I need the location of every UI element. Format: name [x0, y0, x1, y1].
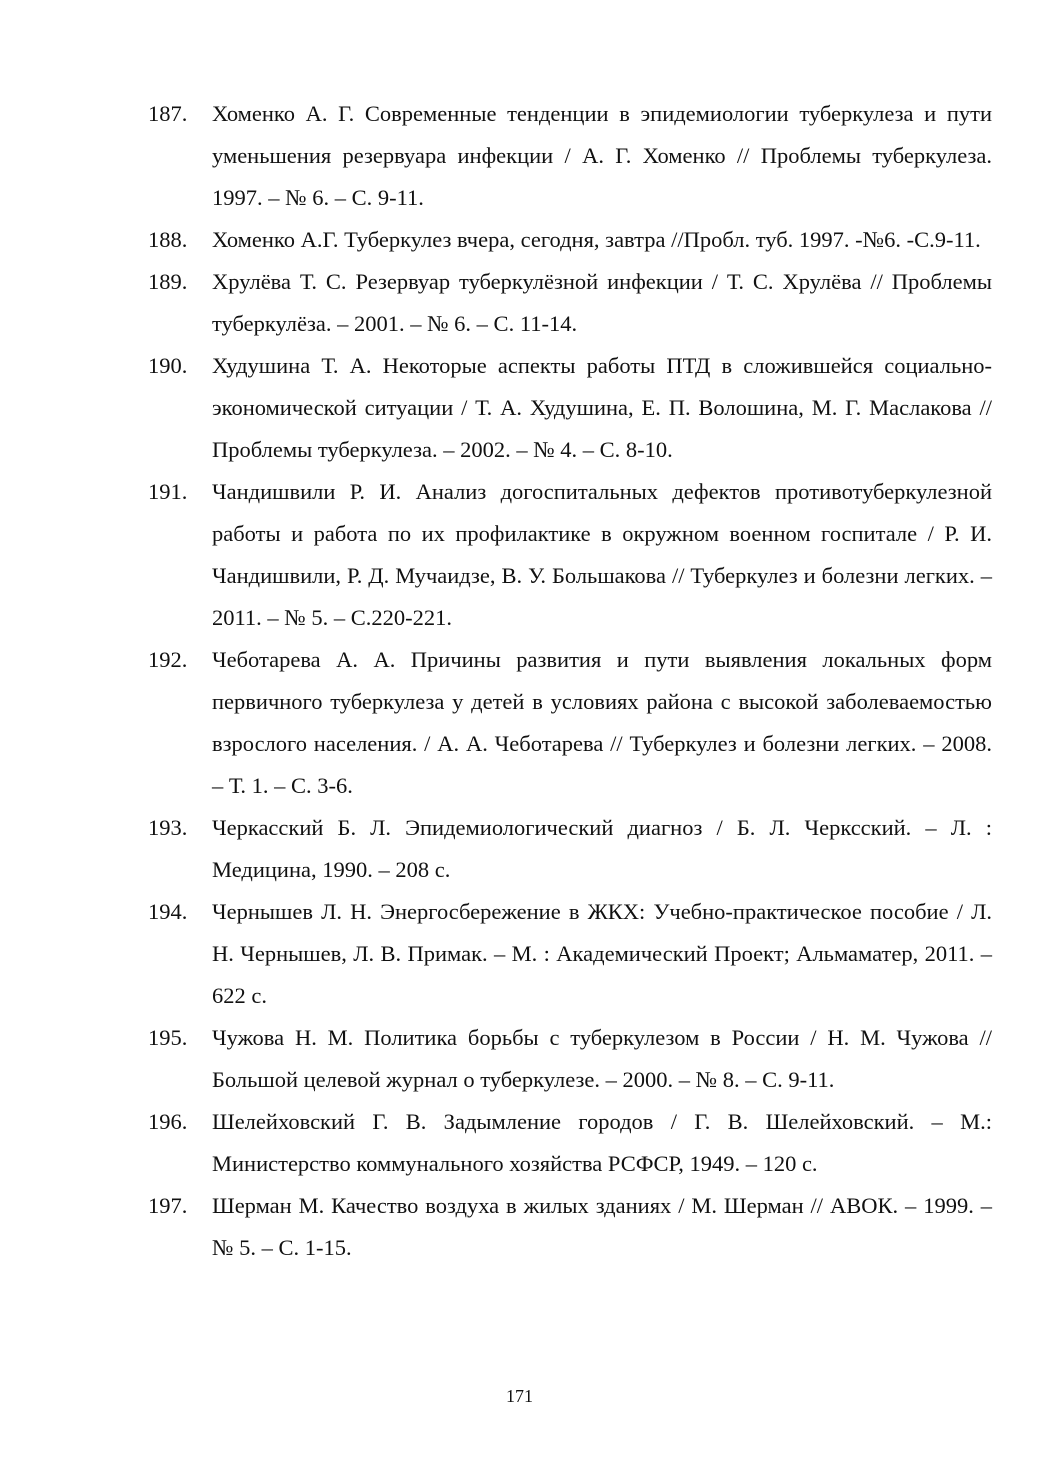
reference-text: Чужова Н. М. Политика борьбы с туберкулезом в России / Н. М. Чужова // Большой целевой журнал о туберкулезе. – 2000. – № 8. – С. 9-11.: [212, 1025, 992, 1092]
reference-number: 192.: [148, 647, 188, 672]
reference-item: [148, 639, 992, 807]
reference-number: 187.: [148, 101, 188, 126]
reference-number: 191.: [148, 479, 188, 504]
reference-text: Чеботарева А. А. Причины развития и пути выявления локальных форм первичного туберкулеза у детей в условиях района с высокой заболеваемостью взрослого населения. / А. А. Чеботарева // Туберкулез и болезни легких. – 2008. – Т. 1. – С. 3-6.: [212, 647, 992, 798]
reference-number: 189.: [148, 269, 188, 294]
reference-item: [148, 1101, 992, 1185]
reference-item: [148, 219, 992, 261]
page-number: 171: [506, 1386, 533, 1406]
reference-text: Черкасский Б. Л. Эпидемиологический диагноз / Б. Л. Черксский. – Л. : Медицина, 1990. – 208 с.: [212, 815, 992, 882]
reference-number: 196.: [148, 1109, 188, 1134]
reference-item: [148, 1185, 992, 1269]
reference-number: 193.: [148, 815, 188, 840]
reference-item: [148, 891, 992, 1017]
reference-item: [148, 807, 992, 891]
reference-number: 195.: [148, 1025, 188, 1050]
reference-item: [148, 345, 992, 471]
reference-text: Хрулёва Т. С. Резервуар туберкулёзной инфекции / Т. С. Хрулёва // Проблемы туберкулёза. – 2001. – № 6. – С. 11-14.: [212, 269, 992, 336]
reference-text: Чернышев Л. Н. Энергосбережение в ЖКХ: Учебно-практическое пособие / Л. Н. Чернышев, Л. В. Примак. – М. : Академический Проект; Альмаматер, 2011. – 622 с.: [212, 899, 992, 1008]
reference-number: 190.: [148, 353, 188, 378]
reference-text: Шелейховский Г. В. Задымление городов / Г. В. Шелейховский. – М.: Министерство коммунального хозяйства РСФСР, 1949. – 120 с.: [212, 1109, 992, 1176]
reference-number: 194.: [148, 899, 188, 924]
reference-number: 188.: [148, 227, 188, 252]
reference-text: Худушина Т. А. Некоторые аспекты работы ПТД в сложившейся социально-экономической ситуации / Т. А. Худушина, Е. П. Волошина, М. Г. Маслакова // Проблемы туберкулеза. – 2002. – № 4. – С. 8-10.: [212, 353, 992, 462]
reference-item: [148, 261, 992, 345]
reference-number: 197.: [148, 1193, 188, 1218]
reference-list: [148, 93, 992, 1269]
reference-item: [148, 471, 992, 639]
reference-item: [148, 1017, 992, 1101]
reference-item: [148, 93, 992, 219]
reference-text: Шерман М. Качество воздуха в жилых зданиях / М. Шерман // АВОК. – 1999. – № 5. – С. 1-15.: [212, 1193, 992, 1260]
reference-text: Хоменко А.Г. Туберкулез вчера, сегодня, завтра //Пробл. туб. 1997. -№6. -С.9-11.: [212, 227, 981, 252]
reference-text: Хоменко А. Г. Современные тенденции в эпидемиологии туберкулеза и пути уменьшения резервуара инфекции / А. Г. Хоменко // Проблемы туберкулеза. 1997. – № 6. – С. 9-11.: [212, 101, 992, 210]
reference-text: Чандишвили Р. И. Анализ догоспитальных дефектов противотуберкулезной работы и работа по их профилактике в окружном военном госпитале / Р. И. Чандишвили, Р. Д. Мучаидзе, В. У. Большакова // Туберкулез и болезни легких. – 2011. – № 5. – С.220-221.: [212, 479, 992, 630]
